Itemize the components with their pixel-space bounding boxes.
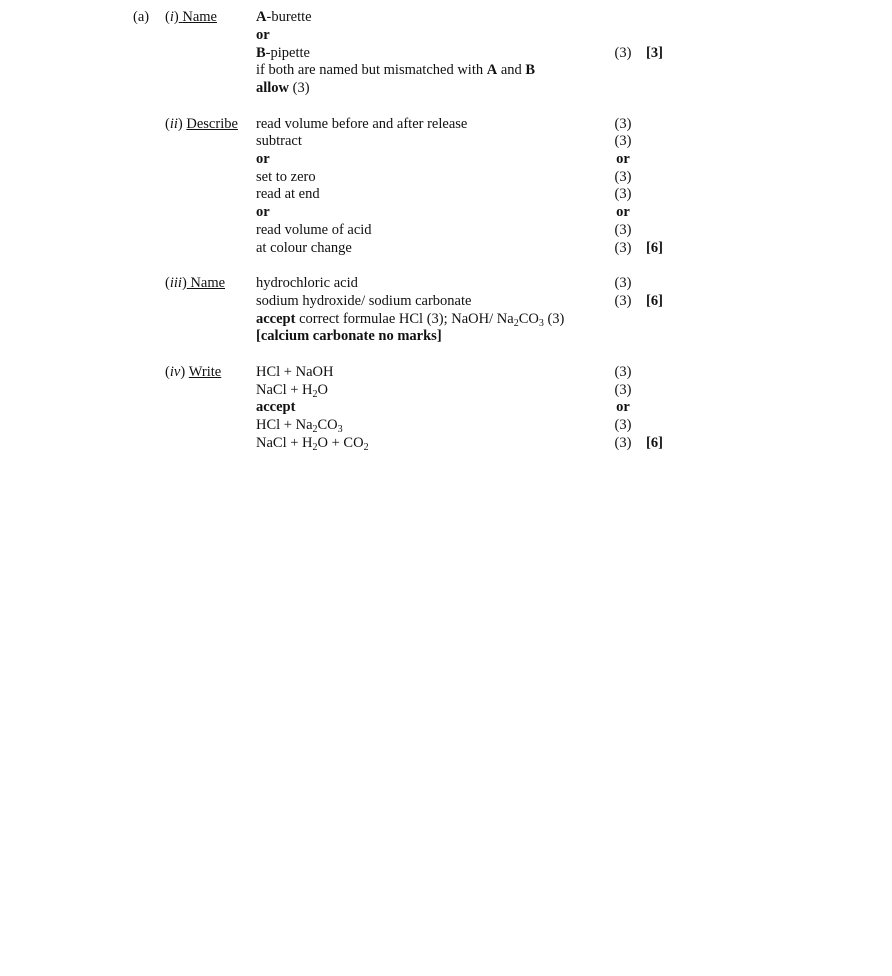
- q4-formula-sub: 3: [337, 424, 343, 435]
- q1-answer-line-4: [256, 62, 535, 79]
- q4-answer-line: [256, 435, 369, 452]
- q3-total: [6]: [646, 293, 663, 309]
- q4-answer-line: HCl + NaOH: [256, 364, 334, 380]
- q2-mark: (3): [614, 240, 632, 256]
- q1-total: [3]: [646, 45, 663, 61]
- question-ii-label: (ii) Describe: [165, 116, 238, 132]
- q4-formula-sub: 2: [312, 389, 318, 400]
- q3-formula-sub: 2: [513, 318, 519, 329]
- q4-formula-sub: 2: [312, 442, 318, 453]
- q1-label-b: B: [256, 45, 266, 61]
- q2-or: or: [256, 204, 270, 220]
- q2-answer-line: subtract: [256, 133, 302, 149]
- q2-mark: (3): [614, 116, 632, 132]
- q2-mark: (3): [614, 133, 632, 149]
- q1-label-a: A: [256, 9, 267, 25]
- q4-mark: (3): [614, 364, 632, 380]
- q3-accept: accept: [256, 311, 296, 327]
- q3-no-marks-note: [calcium carbonate no marks]: [256, 328, 442, 344]
- q4-total: [6]: [646, 435, 663, 451]
- question-iv-verb: Write: [188, 364, 222, 380]
- q2-total: [6]: [646, 240, 663, 256]
- q1-or: or: [256, 27, 270, 43]
- question-ii-number: ii: [169, 116, 178, 132]
- q1-mismatch-a: A: [486, 62, 498, 78]
- q1-answer-line-3: [256, 45, 310, 62]
- q4-mark: (3): [614, 435, 632, 451]
- question-i-label: (i) Name: [165, 9, 217, 25]
- q3-mark: (3): [614, 293, 632, 309]
- q4-formula-a: NaCl + H: [256, 382, 313, 398]
- q4-mark: (3): [614, 382, 632, 398]
- q2-answer-line: set to zero: [256, 169, 316, 185]
- q2-mark: (3): [614, 169, 632, 185]
- q1-answer-line-1: [256, 9, 312, 26]
- q2-answer-line: read volume before and after release: [256, 116, 468, 132]
- q3-formula-b: CO: [518, 311, 539, 327]
- question-iv-label: (iv) Write: [165, 364, 222, 380]
- q4-formula-b: O: [317, 382, 328, 398]
- q2-mark-or: or: [616, 204, 630, 220]
- question-iii-number: iii: [169, 275, 182, 291]
- question-i-verb-text: Name: [182, 9, 217, 25]
- q3-answer-line: sodium hydroxide/ sodium carbonate: [256, 293, 472, 309]
- q3-formula-a: correct formulae HCl (3); NaOH/ Na: [295, 311, 514, 327]
- q3-formula-sub: 3: [538, 318, 544, 329]
- part-label: (a): [133, 9, 150, 25]
- q1-mismatch-text: if both are named but mismatched with: [256, 62, 487, 78]
- q2-answer-line: read volume of acid: [256, 222, 372, 238]
- question-iii-verb-text: Name: [190, 275, 226, 291]
- q4-formula-b: O + CO: [317, 435, 364, 451]
- q2-mark: (3): [614, 186, 632, 202]
- q4-formula-a: NaCl + H: [256, 435, 313, 451]
- q3-answer-line: hydrochloric acid: [256, 275, 358, 291]
- question-iv-number: iv: [169, 364, 181, 380]
- q4-answer-line: [256, 382, 328, 399]
- question-ii-verb: Describe: [186, 116, 238, 132]
- q2-mark: (3): [614, 222, 632, 238]
- q1-burette: -burette: [266, 9, 312, 25]
- question-iii-verb: [187, 275, 225, 291]
- q2-mark-or: or: [616, 151, 630, 167]
- q4-formula-a: HCl + Na: [256, 417, 313, 433]
- q4-formula-sub: 2: [312, 424, 318, 435]
- q1-mismatch-b: B: [525, 62, 536, 78]
- question-i-verb: [179, 9, 217, 25]
- q2-answer-line: read at end: [256, 186, 320, 202]
- question-i-number: i: [169, 9, 174, 25]
- q4-formula-b: CO: [317, 417, 338, 433]
- q2-answer-line: at colour change: [256, 240, 352, 256]
- q1-allow-mark: (3): [289, 80, 310, 96]
- question-iii-label: (iii) Name: [165, 275, 226, 291]
- q1-pipette: -pipette: [265, 45, 310, 61]
- q4-mark-or: or: [616, 399, 630, 415]
- q3-formula-c: (3): [543, 311, 565, 327]
- q2-or: or: [256, 151, 270, 167]
- q4-formula-sub: 2: [363, 442, 369, 453]
- q4-answer-line: [256, 417, 343, 434]
- q1-allow: allow: [256, 80, 290, 96]
- q1-answer-line-5: [256, 80, 310, 97]
- q4-accept: accept: [256, 399, 296, 415]
- q4-mark: (3): [614, 417, 632, 433]
- q1-mark: (3): [614, 45, 632, 61]
- q3-mark: (3): [614, 275, 632, 291]
- q3-accept-line: [256, 311, 564, 328]
- q1-mismatch-and: and: [497, 62, 526, 78]
